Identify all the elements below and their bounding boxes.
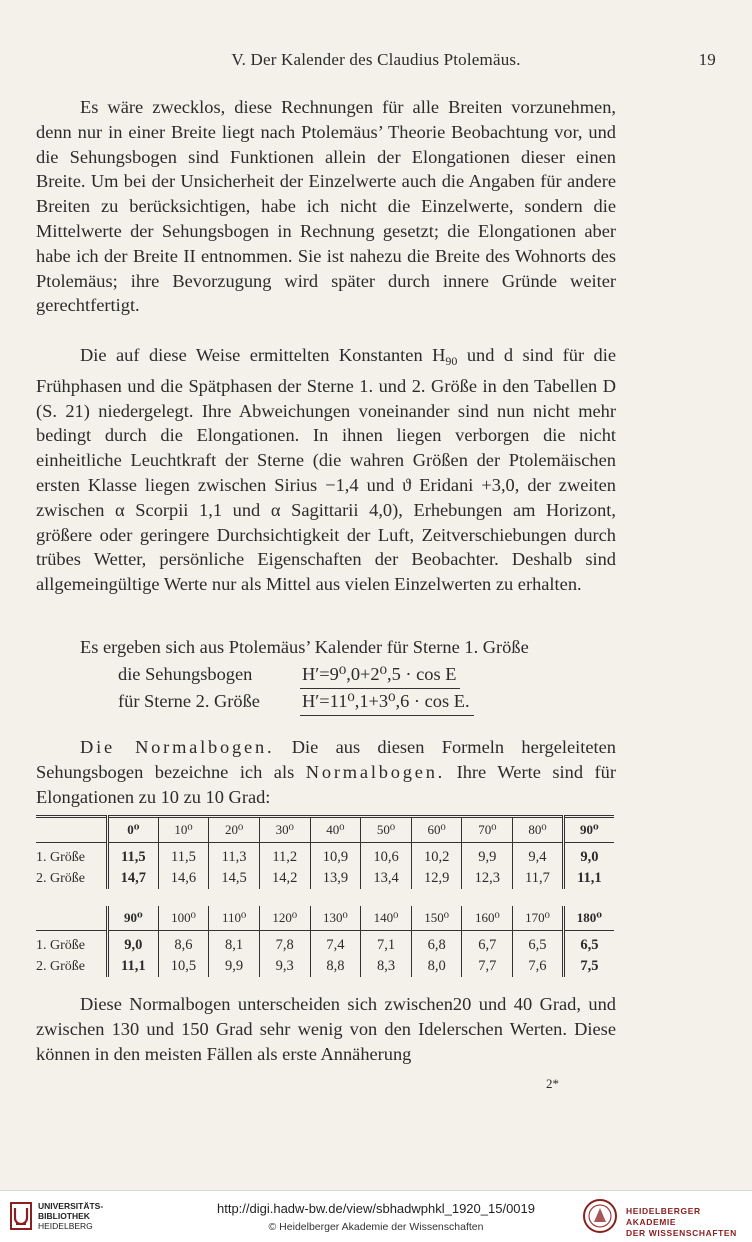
table-header-cell: 30⁰ <box>259 817 310 843</box>
academy-name <box>626 1206 752 1239</box>
paragraph-3-text-a: Die aus diesen Formeln hergeleiteten Sehungsbogen bezeichne ich als <box>36 737 617 782</box>
table-cell: 14,6 <box>158 868 209 889</box>
table-header-cell: 100⁰ <box>158 906 209 931</box>
table-cell: 6,5 <box>513 931 564 957</box>
table-header-cell: 120⁰ <box>259 906 310 931</box>
table-cell: 9,4 <box>513 843 564 869</box>
h90-subscript: 90 <box>445 354 458 368</box>
table-cell: 8,1 <box>209 931 260 957</box>
row-label: 1. Größe <box>36 937 85 953</box>
table-cell: 9,0 <box>108 931 159 957</box>
table-cell: 11,7 <box>513 868 564 889</box>
table-cell: 13,4 <box>361 868 412 889</box>
table-row <box>36 843 614 869</box>
table-header-row <box>36 906 614 931</box>
table-cell: 12,3 <box>462 868 513 889</box>
table-cell: 8,0 <box>411 956 462 977</box>
permalink-url[interactable]: http://digi.hadw-bw.de/view/sbhadwphkl_1920_15/0019 <box>216 1201 535 1216</box>
formula-expression-2: H′=11⁰,1+3⁰,6 · cos E. <box>300 689 474 716</box>
table-cell: 10,6 <box>361 843 412 869</box>
row-label: 1. Größe <box>36 849 85 865</box>
table-cell: 12,9 <box>411 868 462 889</box>
table-cell: 7,1 <box>361 931 412 957</box>
page-number: 19 <box>698 50 716 69</box>
paragraph-3-text-b: Ihre Werte sind für Elongationen zu 10 zu 10 Grad: <box>36 761 616 807</box>
table-header-cell: 40⁰ <box>310 817 361 843</box>
table-cell: 9,9 <box>209 956 260 977</box>
table-cell: 13,9 <box>310 868 361 889</box>
table-header-cell: 170⁰ <box>513 906 564 931</box>
row-label: 2. Größe <box>36 870 85 886</box>
table-corner <box>36 906 108 931</box>
row-label: 2. Größe <box>36 958 85 974</box>
table-cell: 6,7 <box>462 931 513 957</box>
table-header-cell: 110⁰ <box>209 906 260 931</box>
table-cell: 8,3 <box>361 956 412 977</box>
table-cell: 7,5 <box>563 956 614 977</box>
table-cell: 10,5 <box>158 956 209 977</box>
table-cell: 11,2 <box>259 843 310 869</box>
normalbogen-table-0-90 <box>36 815 614 889</box>
table-header-cell: 130⁰ <box>310 906 361 931</box>
table-cell: 7,4 <box>310 931 361 957</box>
chapter-title: V. Der Kalender des Claudius Ptolemäus. <box>231 50 521 69</box>
library-name-line: HEIDELBERG <box>38 1221 93 1231</box>
academy-name-line: DER WISSENSCHAFTEN <box>626 1228 737 1238</box>
table-cell: 11,1 <box>108 956 159 977</box>
signature-mark: 2* <box>546 1076 559 1091</box>
table-cell: 11,5 <box>108 843 159 869</box>
table-header-cell: 50⁰ <box>361 817 412 843</box>
table-cell: 10,9 <box>310 843 361 869</box>
table-cell: 9,3 <box>259 956 310 977</box>
table-cell: 10,2 <box>411 843 462 869</box>
table-header-cell: 80⁰ <box>513 817 564 843</box>
table-header-cell: 90⁰ <box>108 906 159 931</box>
table-cell: 7,8 <box>259 931 310 957</box>
formula-row-1 <box>36 662 616 689</box>
table-cell: 9,0 <box>563 843 614 869</box>
table-header-row <box>36 817 614 843</box>
table-cell: 6,5 <box>563 931 614 957</box>
paragraph-2-text-a: Die auf diese Weise ermittelten Konstanten H <box>80 345 446 365</box>
formula-label-2: für Sterne 2. Größe <box>118 691 260 711</box>
table-cell: 8,8 <box>310 956 361 977</box>
table-header-cell: 160⁰ <box>462 906 513 931</box>
table-header-cell: 0⁰ <box>108 817 159 843</box>
academy-seal-icon <box>582 1198 618 1234</box>
table-row <box>36 956 614 977</box>
term-normalbogen: Normalbogen. <box>305 761 446 782</box>
paragraph-2 <box>36 343 616 597</box>
table-cell: 11,3 <box>209 843 260 869</box>
formula-label-1: die Sehungsbogen <box>118 664 253 684</box>
formula-block <box>36 635 616 716</box>
paragraph-2-text-b: und d sind für die Frühphasen und die Spätphasen der Sterne 1. und 2. Größe in den Tabellen D (S. 21) niedergelegt. Ihre Abweichungen voneinander sind nun nicht mehr bedingt durch die Elongationen. In ihnen liegen verborgen die nicht einheitliche Leuchtkraft der Sterne (die wahren Größen der Ptolemäischen ersten Klasse liegen zwischen Sirius −1,4 und ϑ Eridani +3,0, der zweiten zwischen α Scorpii 1,1 und α Sagittarii 4,0), Erhebungen am Horizont, größere oder geringere Durchsichtigkeit der Luft, Zeitverschiebungen durch trübes Wetter, persönliche Eigenschaften der Beobachter. Deshalb sind allgemeingültige Werte nur als Mittel aus vielen Einzelwerten zu erhalten. <box>36 345 616 595</box>
formula-row-2 <box>36 689 616 716</box>
table-header-cell: 90⁰ <box>563 817 614 843</box>
table-row <box>36 931 614 957</box>
formula-intro: Es ergeben sich aus Ptolemäus’ Kalender für Sterne 1. Größe <box>80 637 529 657</box>
library-name-line: BIBLIOTHEK <box>38 1211 90 1221</box>
paragraph-3 <box>36 735 616 809</box>
table-cell: 14,5 <box>209 868 260 889</box>
table-cell: 14,7 <box>108 868 159 889</box>
copyright-notice: © Heidelberger Akademie der Wissenschaften <box>268 1221 484 1233</box>
table-cell: 11,1 <box>563 868 614 889</box>
formula-expression-1: H′=9⁰,0+2⁰,5 · cos E <box>300 662 460 689</box>
table-cell: 7,6 <box>513 956 564 977</box>
table-header-cell: 60⁰ <box>411 817 462 843</box>
table-header-cell: 70⁰ <box>462 817 513 843</box>
paragraph-1: Es wäre zwecklos, diese Rechnungen für alle Breiten vorzunehmen, denn nur in einer Breite liegt nach Ptolemäus’ Theorie Beobachtung vor, und die Sehungsbogen sind Funktionen allein der Elongationen dieser einen Breite. Um bei der Unsicherheit der Einzelwerte auch die Angaben für andere Breiten zu berücksichtigen, habe ich nicht die Einzelwerte, sondern die Mittelwerte der Sehungsbogen in Rechnung gesetzt; die Elongationen aber habe ich der Breite II entnommen. Sie ist nahezu die Breite des Wohnorts des Ptolemäus; ihre Bevorzugung wird später durch innere Gründe weiter gerechtfertigt. <box>36 97 616 316</box>
academy-name-line: HEIDELBERGER AKADEMIE <box>626 1206 701 1227</box>
table-cell: 14,2 <box>259 868 310 889</box>
table-cell: 9,9 <box>462 843 513 869</box>
term-normalbogen-heading: Die Normalbogen. <box>80 737 275 757</box>
table-corner <box>36 817 108 843</box>
table-cell: 6,8 <box>411 931 462 957</box>
viewer-footer <box>0 1190 752 1242</box>
library-name-line: UNIVERSITÄTS- <box>38 1201 104 1211</box>
table-cell: 8,6 <box>158 931 209 957</box>
normalbogen-table-90-180 <box>36 906 614 977</box>
table-header-cell: 140⁰ <box>361 906 412 931</box>
table-cell: 7,7 <box>462 956 513 977</box>
table-header-cell: 10⁰ <box>158 817 209 843</box>
paragraph-4: Diese Normalbogen unterscheiden sich zwischen20 und 40 Grad, und zwischen 130 und 150 Grad sehr wenig von den Idelerschen Werten. Diese können in den meisten Fällen als erste Annäherung <box>36 994 616 1064</box>
table-header-cell: 150⁰ <box>411 906 462 931</box>
table-header-cell: 20⁰ <box>209 817 260 843</box>
table-header-cell: 180⁰ <box>563 906 614 931</box>
table-cell: 11,5 <box>158 843 209 869</box>
table-row <box>36 868 614 889</box>
